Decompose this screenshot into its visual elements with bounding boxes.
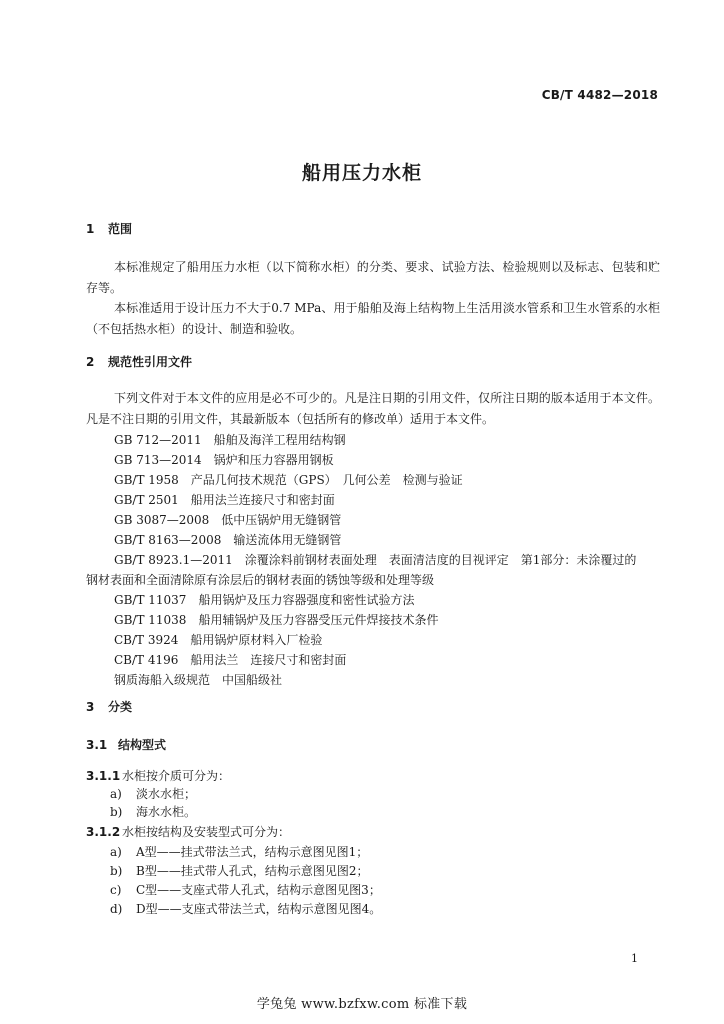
reference-item-long-continued: 钢材表面和全面清除原有涂层后的钢材表面的锈蚀等级和处理等级 (86, 573, 435, 587)
list-label: a) (110, 845, 122, 859)
scope-paragraph-2: 本标准适用于设计压力不大于0.7 MPa、用于船舶及海上结构物上生活用淡水管系和卫生水管系的水柜（不包括热水柜）的设计、制造和验收。 (86, 301, 660, 336)
clause-text: 水柜按结构及安装型式可分为： (122, 825, 291, 839)
clause-3-1-2 (86, 823, 290, 840)
subsection-title: 结构型式 (118, 738, 167, 752)
list-text: C型——支座式带人孔式，结构示意图见图3； (136, 883, 381, 897)
reference-item: GB 3087—2008 低中压锅炉用无缝钢管 (114, 513, 342, 527)
section-title: 范围 (108, 222, 133, 236)
page-number: 1 (631, 952, 638, 965)
list-item (110, 881, 381, 898)
reference-item: GB 712—2011 船舶及海洋工程用结构钢 (114, 433, 346, 447)
list-label: b) (110, 864, 123, 878)
standard-number: CB/T 4482—2018 (541, 88, 658, 102)
reference-item: GB/T 11037 船用锅炉及压力容器强度和密性试验方法 (114, 593, 415, 607)
section-number: 3 (86, 700, 95, 714)
clause-number: 3.1.2 (86, 825, 121, 839)
section-title: 规范性引用文件 (108, 355, 193, 369)
list-text: 海水水柜。 (136, 805, 197, 819)
section-number: 1 (86, 222, 95, 236)
clause-number: 3.1.1 (86, 769, 121, 783)
subsection-3-1-heading (86, 736, 166, 753)
list-item (110, 843, 368, 860)
reference-item: 钢质海船入级规范 中国船级社 (114, 673, 283, 687)
clause-3-1-1 (86, 767, 230, 784)
section-title: 分类 (108, 700, 133, 714)
references-intro: 下列文件对于本文件的应用是必不可少的。凡是注日期的引用文件，仅所注日期的版本适用于本文件。凡是不注日期的引用文件，其最新版本（包括所有的修改单）适用于本文件。 (86, 391, 660, 426)
list-item (110, 900, 381, 917)
subsection-number: 3.1 (86, 738, 108, 752)
reference-item: GB/T 2501 船用法兰连接尺寸和密封面 (114, 493, 335, 507)
reference-item: CB/T 3924 船用锅炉原材料入厂检验 (114, 633, 323, 647)
scope-paragraph-1: 本标准规定了船用压力水柜（以下简称水柜）的分类、要求、试验方法、检验规则以及标志、包装和贮存等。 (86, 260, 660, 295)
list-item (110, 862, 368, 879)
reference-item-long: GB/T 8923.1—2011 涂覆涂料前钢材表面处理 表面清洁度的目视评定 第1部分：未涂覆过的 (114, 553, 637, 567)
list-text: D型——支座式带法兰式，结构示意图见图4。 (136, 902, 382, 916)
reference-item: CB/T 4196 船用法兰 连接尺寸和密封面 (114, 653, 347, 667)
list-label: a) (110, 787, 122, 801)
list-text: A型——挂式带法兰式，结构示意图见图1； (136, 845, 369, 859)
section-3-heading (86, 698, 132, 715)
section-1-heading (86, 220, 132, 237)
list-item (110, 785, 196, 802)
list-item (110, 803, 196, 820)
list-label: c) (110, 883, 122, 897)
list-text: 淡水水柜； (136, 787, 197, 801)
reference-item: GB/T 1958 产品几何技术规范（GPS） 几何公差 检测与验证 (114, 473, 463, 487)
reference-item: GB/T 8163—2008 输送流体用无缝钢管 (114, 533, 342, 547)
section-number: 2 (86, 355, 95, 369)
list-label: d) (110, 902, 123, 916)
section-2-heading (86, 353, 192, 370)
reference-item: GB 713—2014 锅炉和压力容器用钢板 (114, 453, 334, 467)
list-text: B型——挂式带人孔式，结构示意图见图2； (136, 864, 369, 878)
reference-item: GB/T 11038 船用辅锅炉及压力容器受压元件焊接技术条件 (114, 613, 439, 627)
clause-text: 水柜按介质可分为： (122, 769, 231, 783)
list-label: b) (110, 805, 123, 819)
document-title: 船用压力水柜 (301, 162, 422, 184)
footer-watermark-text: 学兔兔 www.bzfxw.com 标准下载 (256, 997, 468, 1012)
